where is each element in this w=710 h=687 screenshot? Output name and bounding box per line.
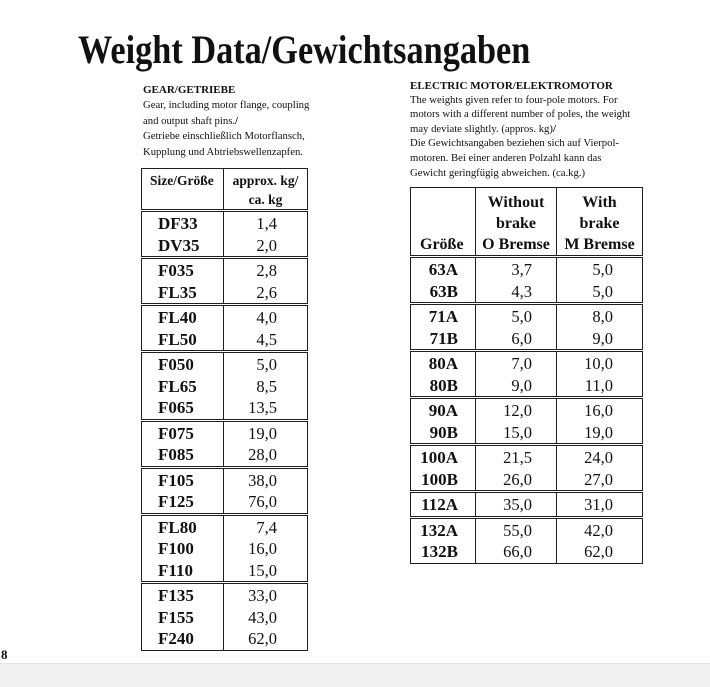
weight-value: 13,5 [248, 398, 277, 417]
with-brake-value: 8,0 [592, 307, 613, 326]
weight-value: 43,0 [248, 607, 277, 627]
size-label: 80B [429, 375, 458, 395]
description-line: Gear, including motor flange, coupling [143, 99, 310, 111]
table-row-group [411, 445, 643, 492]
weight-cell [224, 305, 308, 352]
weight-value: 1,4 [256, 214, 277, 233]
with-brake-value: 16,0 [584, 401, 613, 420]
without-brake-cell [476, 517, 557, 563]
without-brake-cell [476, 445, 557, 492]
without-brake-header-line: O Bremse [482, 236, 550, 253]
with-brake-column-header [557, 188, 643, 257]
description-line: motors with a different number of poles, the weight [410, 108, 631, 121]
size-label: F105 [158, 470, 194, 490]
size-label: F155 [158, 607, 194, 627]
with-brake-value: 27,0 [584, 469, 613, 489]
size-header-label: Size/Größe [150, 173, 214, 188]
size-label: 71B [429, 328, 458, 348]
language-separator: / [235, 114, 239, 127]
without-brake-cell [476, 351, 557, 398]
description-line: Getriebe einschließlich Motorflansch, [143, 130, 305, 142]
size-label: 100B [421, 469, 458, 489]
without-brake-value: 6,0 [511, 328, 532, 348]
without-brake-value: 15,0 [503, 422, 532, 442]
table-row-group [142, 305, 308, 352]
weight-value: 15,0 [248, 560, 277, 580]
table-row-group [142, 514, 308, 583]
size-label: F050 [158, 355, 194, 374]
table-row-group [411, 492, 643, 518]
without-brake-header-line: brake [496, 215, 536, 232]
size-column-header [142, 169, 224, 211]
without-brake-value: 5,0 [511, 307, 532, 326]
size-cell [142, 420, 224, 467]
with-brake-header-line: brake [579, 215, 620, 232]
page-number: 8 [1, 647, 8, 662]
description-line: Gewicht geringfügig abweichen. (ca.kg.) [410, 166, 586, 179]
table-row-group [411, 304, 643, 351]
without-brake-cell [476, 492, 557, 518]
weight-value: 5,0 [256, 355, 277, 374]
with-brake-value: 31,0 [584, 495, 613, 514]
with-brake-cell [557, 445, 643, 492]
without-brake-value: 12,0 [503, 401, 532, 420]
description-text: and output shaft pins. [143, 114, 236, 127]
table-header-row [411, 188, 643, 257]
table-row-group [411, 398, 643, 445]
size-cell [411, 398, 476, 445]
without-brake-value: 35,0 [503, 495, 532, 514]
gear-weight-table [141, 168, 308, 651]
size-cell [142, 211, 224, 258]
gear-table-body [142, 211, 308, 651]
without-brake-value: 66,0 [503, 542, 532, 561]
with-brake-header-line: M Bremse [564, 236, 635, 253]
weight-cell [224, 583, 308, 651]
motor-table-body [411, 257, 643, 564]
size-cell [142, 467, 224, 514]
size-cell [411, 304, 476, 351]
gear-section-heading: GEAR/GETRIEBE [143, 84, 236, 96]
with-brake-value: 24,0 [584, 448, 613, 467]
size-label: FL40 [158, 308, 197, 327]
size-label: 63A [428, 260, 458, 279]
size-cell [142, 305, 224, 352]
size-label: F100 [158, 539, 194, 558]
with-brake-cell [557, 517, 643, 563]
size-label: F065 [158, 398, 194, 417]
table-row-group [142, 467, 308, 514]
size-label: FL35 [158, 282, 197, 302]
without-brake-value: 9,0 [511, 375, 532, 395]
weight-value: 4,5 [256, 329, 277, 349]
size-column-header [411, 188, 476, 257]
weight-header-line: approx. kg/ [232, 173, 299, 188]
size-label: 63B [429, 281, 458, 301]
description-line: The weights given refer to four-pole motors. For [410, 93, 618, 106]
weight-cell [224, 420, 308, 467]
weight-value: 38,0 [248, 470, 277, 490]
with-brake-value: 11,0 [584, 375, 613, 395]
without-brake-cell [476, 257, 557, 304]
size-cell [411, 257, 476, 304]
size-cell [142, 352, 224, 421]
size-label: 90A [428, 401, 458, 420]
language-separator: / [552, 122, 556, 135]
weight-column-header [224, 169, 308, 211]
gear-table-head [142, 169, 308, 211]
table-row-group [142, 258, 308, 305]
weight-value: 33,0 [248, 586, 277, 605]
size-label: 132A [420, 520, 458, 540]
with-brake-value: 42,0 [584, 520, 613, 540]
size-label: F240 [158, 629, 194, 648]
without-brake-cell [476, 304, 557, 351]
weight-value: 7,4 [256, 517, 277, 537]
weight-header-line: ca. kg [248, 192, 283, 207]
with-brake-value: 5,0 [592, 260, 613, 279]
weight-value: 2,0 [256, 235, 277, 255]
with-brake-value: 19,0 [584, 422, 613, 442]
table-row-group [411, 517, 643, 563]
size-cell [411, 445, 476, 492]
without-brake-cell [476, 398, 557, 445]
size-label: 90B [429, 422, 458, 442]
weight-value: 28,0 [248, 445, 277, 464]
description-line [143, 114, 309, 130]
without-brake-value: 3,7 [511, 260, 532, 279]
size-label: F125 [158, 492, 194, 511]
size-label: 132B [421, 542, 458, 561]
size-label: 112A [421, 495, 458, 514]
with-brake-cell [557, 398, 643, 445]
size-cell [142, 258, 224, 305]
table-row-group [411, 351, 643, 398]
size-label: 100A [420, 448, 458, 467]
size-cell [411, 351, 476, 398]
with-brake-value: 5,0 [592, 281, 613, 301]
size-cell [142, 583, 224, 651]
without-brake-value: 26,0 [503, 469, 532, 489]
size-label: FL65 [158, 376, 197, 396]
weight-value: 4,0 [256, 308, 277, 327]
description-line [410, 122, 630, 137]
table-row-group [142, 583, 308, 651]
without-brake-value: 7,0 [511, 354, 532, 373]
size-label: F075 [158, 423, 194, 443]
weight-value: 8,5 [256, 376, 277, 396]
with-brake-value: 9,0 [592, 328, 613, 348]
table-row-group [142, 211, 308, 258]
size-label: FL50 [158, 329, 197, 349]
with-brake-cell [557, 257, 643, 304]
weight-cell [224, 514, 308, 583]
without-brake-column-header [476, 188, 557, 257]
table-row-group [142, 420, 308, 467]
description-line: Kupplung und Abtriebswellenzapfen. [143, 145, 303, 158]
size-label: F135 [158, 586, 194, 605]
with-brake-value: 62,0 [584, 542, 613, 561]
weight-value: 2,8 [256, 261, 277, 280]
size-label: 80A [428, 354, 458, 373]
size-cell [411, 517, 476, 563]
without-brake-value: 21,5 [503, 448, 532, 467]
weight-value: 62,0 [248, 629, 277, 648]
table-row-group [411, 257, 643, 304]
size-label: DF33 [158, 214, 198, 233]
motor-description [410, 93, 630, 181]
weight-cell [224, 352, 308, 421]
description-line: motoren. Bei einer anderen Polzahl kann das [410, 151, 602, 164]
without-brake-value: 4,3 [511, 281, 532, 301]
table-row-group [142, 352, 308, 421]
size-label: F035 [158, 261, 194, 280]
size-label: DV35 [158, 235, 200, 255]
weight-value: 19,0 [248, 423, 277, 443]
viewer-bottom-bar [0, 663, 710, 687]
size-cell [411, 492, 476, 518]
with-brake-header-line: With [582, 194, 617, 211]
motor-weight-table [410, 187, 643, 564]
with-brake-cell [557, 304, 643, 351]
size-label: FL80 [158, 517, 197, 537]
with-brake-cell [557, 351, 643, 398]
without-brake-header-line: Without [487, 194, 545, 211]
size-label: 71A [428, 307, 458, 326]
with-brake-value: 10,0 [584, 354, 613, 373]
motor-section-heading: ELECTRIC MOTOR/ELEKTROMOTOR [410, 80, 613, 92]
with-brake-cell [557, 492, 643, 518]
description-text: may deviate slightly. (appros. kg) [410, 122, 553, 135]
gear-description [143, 98, 309, 160]
description-line: Die Gewichtsangaben beziehen sich auf Vierpol- [410, 137, 619, 150]
weight-cell [224, 258, 308, 305]
table-header-row [142, 169, 308, 211]
weight-value: 76,0 [248, 492, 277, 511]
weight-value: 16,0 [248, 539, 277, 558]
size-cell [142, 514, 224, 583]
weight-cell [224, 467, 308, 514]
page-title: Weight Data/Gewichtsangaben [78, 27, 531, 72]
weight-value: 2,6 [256, 282, 277, 302]
without-brake-value: 55,0 [503, 520, 532, 540]
weight-cell [224, 211, 308, 258]
motor-table-head [411, 188, 643, 257]
size-label: F085 [158, 445, 194, 464]
size-label: F110 [158, 560, 193, 580]
size-header-label: Größe [420, 236, 464, 253]
